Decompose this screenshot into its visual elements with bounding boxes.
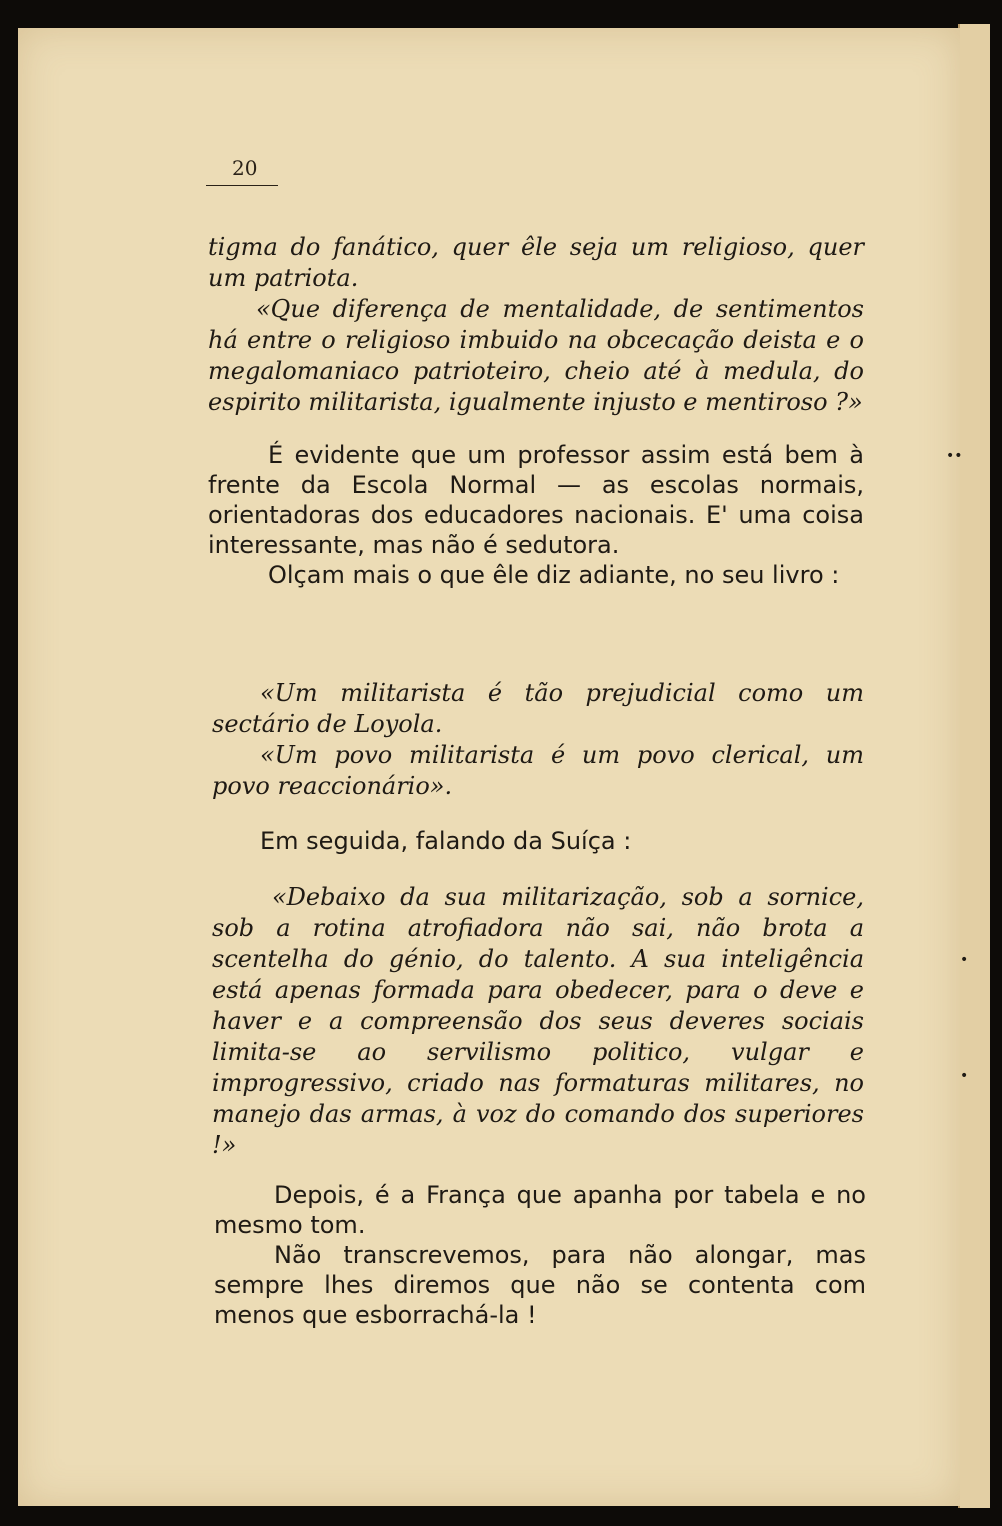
- binding-mark: ••: [946, 448, 963, 464]
- paragraph: Não transcrevemos, para não alongar, mas sempre lhes diremos que não se contenta com menos que esborrachá-la !: [214, 1241, 866, 1329]
- paragraph: Olçam mais o que êle diz adiante, no seu livro :: [268, 561, 840, 589]
- body-block-1: [208, 440, 864, 590]
- paragraph: Depois, é a França que apanha por tabela e no mesmo tom.: [214, 1181, 866, 1239]
- paragraph: É evidente que um professor assim está bem à frente da Escola Normal — as escolas normais, orientadoras dos educadores nacionais. E' uma coisa interessante, mas não é sedutora.: [208, 441, 864, 559]
- body-block-3: [214, 1180, 866, 1330]
- binding-mark: •: [960, 1068, 969, 1084]
- quote-block-2: [212, 678, 864, 802]
- paragraph: Em seguida, falando da Suíça :: [260, 827, 632, 855]
- paragraph: «Debaixo da sua militarização, sob a sornice, sob a rotina atrofiadora não sai, não brota a scentelha do génio, do talento. A sua inteligência está apenas formada para obedecer, para o deve e haver e a compreensão dos seus deveres sociais limita-se ao servilismo politico, vulgar e improgressivo, criado nas formaturas militares, no manejo das armas, à voz do comando dos superiores !»: [212, 883, 864, 1159]
- quote-block-1: [208, 232, 864, 418]
- paragraph: «Um povo militarista é um povo clerical, um povo reaccionário».: [212, 741, 864, 800]
- next-page-edge: [958, 24, 990, 1508]
- page-number-rule: [206, 185, 278, 186]
- binding-mark: •: [960, 952, 969, 968]
- paragraph: «Um militarista é tão prejudicial como um sectário de Loyola.: [212, 679, 864, 738]
- body-block-2: [212, 826, 864, 856]
- quote-block-3: [212, 882, 864, 1161]
- page-number: 20: [232, 156, 258, 180]
- paragraph: tigma do fanático, quer êle seja um religioso, quer um patriota.: [208, 233, 864, 292]
- paragraph: «Que diferença de mentalidade, de sentimentos há entre o religioso imbuido na obcecação deista e o megalomaniaco patrioteiro, cheio até à medula, do espirito militarista, igualmente injusto e mentiroso ?»: [208, 295, 864, 416]
